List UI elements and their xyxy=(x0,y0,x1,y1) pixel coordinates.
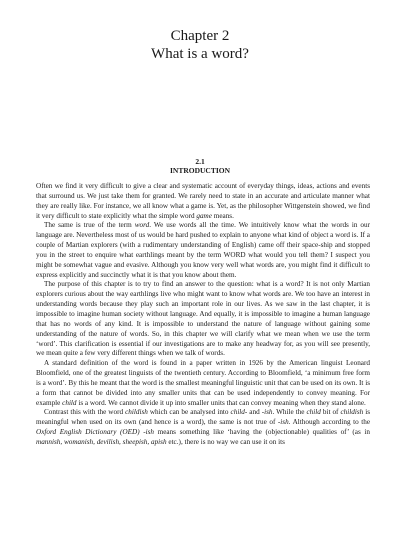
body-text xyxy=(36,182,370,448)
section-number: 2.1 xyxy=(195,157,205,166)
paragraph-5: Contrast this with the word childish which can be analysed into child- and -ish. While the child bit of childish is meaningful when used on its own (and hence is a word), the same is not true of -ish. Although according to the Oxford English Dictionary (OED) -ish means something like ‘having the (objectionable) qualities of’ (as in mannish, womanish, devilish, sheepish, apish etc.), there is no way we can use it on its xyxy=(36,408,371,446)
paragraph-4: A standard definition of the word is found in a paper written in 1926 by the American linguist Leonard Bloomfield, one of the greatest linguists of the twentieth century. According to Bloomfield, ‘a minimum free form is a word’. By this he meant that the word is the smallest meaningful linguistic unit that can be used on its own. It is a form that cannot be divided into any smaller units that can be used independently to convey meaning. For example child is a word. We cannot divide it up into smaller units that can convey meaning when they stand alone. xyxy=(36,359,370,407)
section-title: INTRODUCTION xyxy=(169,166,230,175)
chapter-number: Chapter 2 xyxy=(170,28,230,44)
paragraph-2: The same is true of the term word. We use words all the time. We intuitively know what the words in our language are. Nevertheless most of us would be hard pushed to explain to anyone what kind of object a word is. If a couple of Martian explorers (with a rudimentary understanding of English) came off their space-ship and stopped you in the street to enquire what earthlings meant by the term WORD what would you tell them? I suspect you might be somewhat vague and evasive. Although you know very well what words are, you might find it difficult to express explicitly and succinctly what it is that you know about them. xyxy=(36,221,370,279)
paragraph-1: Often we find it very difficult to give a clear and systematic account of everyday things, ideas, actions and events that surround us. We just take them for granted. We rarely need to state in an accurate and articulate manner what they are really like. For instance, we all know what a game is. Yet, as the philosopher Wittgenstein showed, we find it very difficult to state explicitly what the simple word game means. xyxy=(36,182,370,220)
paragraph-3: The purpose of this chapter is to try to find an answer to the question: what is a word? It is not only Martian explorers curious about the way earthlings live who might want to know what words are. We too have an interest in understanding words because they play such an important role in our lives. As we saw in the last chapter, it is impossible to imagine human society without language. And equally, it is impossible to imagine a human language that has no words of any kind. It is impossible to understand the nature of language without gaining some understanding of the nature of words. So, in this chapter we will clarify what we mean when we use the term ‘word’. This clarification is essential if our investigations are to make any headway for, as you will see presently, we mean quite a few very different things when we talk of words. xyxy=(36,280,370,358)
chapter-title: What is a word? xyxy=(151,46,249,62)
